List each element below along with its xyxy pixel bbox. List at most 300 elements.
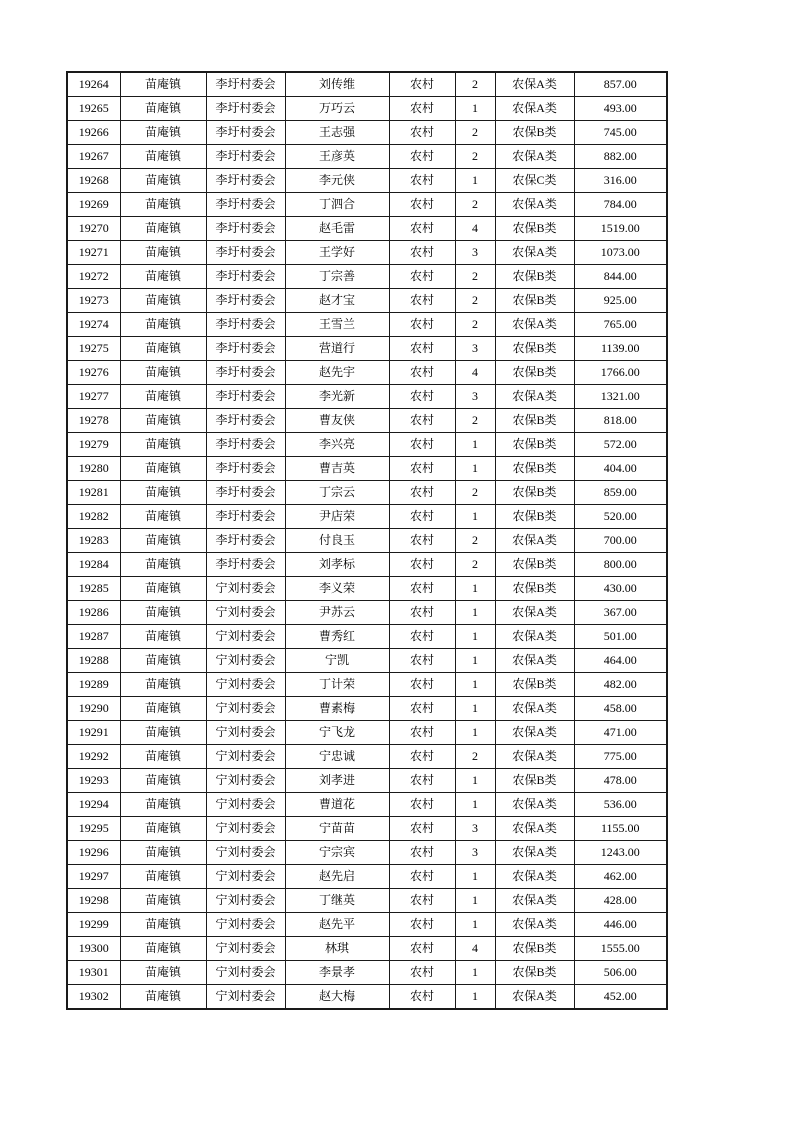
residence-type-cell: 农村 xyxy=(389,889,455,913)
amount-cell: 1073.00 xyxy=(574,241,667,265)
amount-cell: 430.00 xyxy=(574,577,667,601)
town-cell: 苗庵镇 xyxy=(120,937,206,961)
town-cell: 苗庵镇 xyxy=(120,745,206,769)
village-committee-cell: 李圩村委会 xyxy=(206,265,285,289)
table-row xyxy=(67,721,667,745)
person-count-cell: 4 xyxy=(455,937,495,961)
person-name-cell: 宁飞龙 xyxy=(285,721,389,745)
amount-cell: 1555.00 xyxy=(574,937,667,961)
person-name-cell: 曹吉英 xyxy=(285,457,389,481)
village-committee-cell: 李圩村委会 xyxy=(206,481,285,505)
person-count-cell: 3 xyxy=(455,841,495,865)
town-cell: 苗庵镇 xyxy=(120,385,206,409)
amount-cell: 536.00 xyxy=(574,793,667,817)
record-id-cell: 19272 xyxy=(67,265,120,289)
record-id-cell: 19297 xyxy=(67,865,120,889)
person-name-cell: 赵才宝 xyxy=(285,289,389,313)
table-row xyxy=(67,433,667,457)
village-committee-cell: 宁刘村委会 xyxy=(206,673,285,697)
insurance-category-cell: 农保B类 xyxy=(495,769,574,793)
insurance-category-cell: 农保A类 xyxy=(495,745,574,769)
village-committee-cell: 李圩村委会 xyxy=(206,337,285,361)
person-count-cell: 1 xyxy=(455,457,495,481)
person-count-cell: 2 xyxy=(455,313,495,337)
town-cell: 苗庵镇 xyxy=(120,865,206,889)
table-row xyxy=(67,937,667,961)
person-count-cell: 2 xyxy=(455,145,495,169)
record-id-cell: 19290 xyxy=(67,697,120,721)
person-count-cell: 2 xyxy=(455,481,495,505)
table-row xyxy=(67,361,667,385)
village-committee-cell: 李圩村委会 xyxy=(206,72,285,97)
person-name-cell: 尹店荣 xyxy=(285,505,389,529)
village-committee-cell: 宁刘村委会 xyxy=(206,961,285,985)
residence-type-cell: 农村 xyxy=(389,769,455,793)
amount-cell: 506.00 xyxy=(574,961,667,985)
residence-type-cell: 农村 xyxy=(389,937,455,961)
amount-cell: 478.00 xyxy=(574,769,667,793)
table-row xyxy=(67,313,667,337)
table-row xyxy=(67,625,667,649)
town-cell: 苗庵镇 xyxy=(120,553,206,577)
residence-type-cell: 农村 xyxy=(389,673,455,697)
table-row xyxy=(67,265,667,289)
village-committee-cell: 宁刘村委会 xyxy=(206,985,285,1010)
town-cell: 苗庵镇 xyxy=(120,673,206,697)
residence-type-cell: 农村 xyxy=(389,361,455,385)
amount-cell: 1321.00 xyxy=(574,385,667,409)
village-committee-cell: 宁刘村委会 xyxy=(206,649,285,673)
table-row xyxy=(67,913,667,937)
insurance-category-cell: 农保B类 xyxy=(495,577,574,601)
town-cell: 苗庵镇 xyxy=(120,241,206,265)
town-cell: 苗庵镇 xyxy=(120,313,206,337)
person-name-cell: 曹素梅 xyxy=(285,697,389,721)
record-id-cell: 19271 xyxy=(67,241,120,265)
village-committee-cell: 李圩村委会 xyxy=(206,385,285,409)
person-count-cell: 1 xyxy=(455,793,495,817)
amount-cell: 446.00 xyxy=(574,913,667,937)
town-cell: 苗庵镇 xyxy=(120,169,206,193)
person-count-cell: 1 xyxy=(455,505,495,529)
amount-cell: 882.00 xyxy=(574,145,667,169)
insurance-category-cell: 农保A类 xyxy=(495,985,574,1010)
village-committee-cell: 李圩村委会 xyxy=(206,505,285,529)
record-id-cell: 19302 xyxy=(67,985,120,1010)
town-cell: 苗庵镇 xyxy=(120,697,206,721)
town-cell: 苗庵镇 xyxy=(120,841,206,865)
town-cell: 苗庵镇 xyxy=(120,769,206,793)
amount-cell: 1766.00 xyxy=(574,361,667,385)
town-cell: 苗庵镇 xyxy=(120,481,206,505)
table-row xyxy=(67,673,667,697)
residence-type-cell: 农村 xyxy=(389,121,455,145)
record-id-cell: 19279 xyxy=(67,433,120,457)
amount-cell: 471.00 xyxy=(574,721,667,745)
town-cell: 苗庵镇 xyxy=(120,913,206,937)
residence-type-cell: 农村 xyxy=(389,961,455,985)
insurance-category-cell: 农保A类 xyxy=(495,913,574,937)
amount-cell: 464.00 xyxy=(574,649,667,673)
residence-type-cell: 农村 xyxy=(389,193,455,217)
record-id-cell: 19289 xyxy=(67,673,120,697)
person-count-cell: 2 xyxy=(455,193,495,217)
person-count-cell: 1 xyxy=(455,577,495,601)
insurance-category-cell: 农保A类 xyxy=(495,697,574,721)
amount-cell: 316.00 xyxy=(574,169,667,193)
person-name-cell: 曹道花 xyxy=(285,793,389,817)
town-cell: 苗庵镇 xyxy=(120,72,206,97)
person-name-cell: 宁宗宾 xyxy=(285,841,389,865)
village-committee-cell: 李圩村委会 xyxy=(206,361,285,385)
residence-type-cell: 农村 xyxy=(389,457,455,481)
person-name-cell: 丁宗善 xyxy=(285,265,389,289)
record-id-cell: 19299 xyxy=(67,913,120,937)
residence-type-cell: 农村 xyxy=(389,913,455,937)
person-count-cell: 2 xyxy=(455,121,495,145)
town-cell: 苗庵镇 xyxy=(120,121,206,145)
amount-cell: 493.00 xyxy=(574,97,667,121)
person-name-cell: 李兴亮 xyxy=(285,433,389,457)
insurance-category-cell: 农保B类 xyxy=(495,361,574,385)
person-name-cell: 赵先宇 xyxy=(285,361,389,385)
person-name-cell: 刘传维 xyxy=(285,72,389,97)
table-row xyxy=(67,169,667,193)
amount-cell: 857.00 xyxy=(574,72,667,97)
residence-type-cell: 农村 xyxy=(389,529,455,553)
town-cell: 苗庵镇 xyxy=(120,457,206,481)
record-id-cell: 19280 xyxy=(67,457,120,481)
town-cell: 苗庵镇 xyxy=(120,529,206,553)
person-count-cell: 2 xyxy=(455,72,495,97)
table-row xyxy=(67,337,667,361)
village-committee-cell: 李圩村委会 xyxy=(206,457,285,481)
amount-cell: 482.00 xyxy=(574,673,667,697)
residence-type-cell: 农村 xyxy=(389,553,455,577)
village-committee-cell: 李圩村委会 xyxy=(206,169,285,193)
person-name-cell: 王学好 xyxy=(285,241,389,265)
record-id-cell: 19294 xyxy=(67,793,120,817)
village-committee-cell: 李圩村委会 xyxy=(206,241,285,265)
amount-cell: 367.00 xyxy=(574,601,667,625)
person-count-cell: 2 xyxy=(455,409,495,433)
residence-type-cell: 农村 xyxy=(389,385,455,409)
village-committee-cell: 李圩村委会 xyxy=(206,217,285,241)
record-id-cell: 19270 xyxy=(67,217,120,241)
table-row xyxy=(67,505,667,529)
residence-type-cell: 农村 xyxy=(389,745,455,769)
table-row xyxy=(67,457,667,481)
person-name-cell: 赵大梅 xyxy=(285,985,389,1010)
insurance-category-cell: 农保A类 xyxy=(495,721,574,745)
record-id-cell: 19300 xyxy=(67,937,120,961)
amount-cell: 765.00 xyxy=(574,313,667,337)
village-committee-cell: 宁刘村委会 xyxy=(206,769,285,793)
amount-cell: 818.00 xyxy=(574,409,667,433)
person-name-cell: 付良玉 xyxy=(285,529,389,553)
insurance-category-cell: 农保B类 xyxy=(495,937,574,961)
residence-type-cell: 农村 xyxy=(389,217,455,241)
town-cell: 苗庵镇 xyxy=(120,217,206,241)
village-committee-cell: 宁刘村委会 xyxy=(206,577,285,601)
residence-type-cell: 农村 xyxy=(389,697,455,721)
insurance-category-cell: 农保A类 xyxy=(495,193,574,217)
person-name-cell: 李元侠 xyxy=(285,169,389,193)
person-name-cell: 李义荣 xyxy=(285,577,389,601)
insurance-category-cell: 农保A类 xyxy=(495,649,574,673)
residence-type-cell: 农村 xyxy=(389,793,455,817)
amount-cell: 1519.00 xyxy=(574,217,667,241)
insurance-category-cell: 农保A类 xyxy=(495,241,574,265)
record-id-cell: 19293 xyxy=(67,769,120,793)
person-name-cell: 曹秀红 xyxy=(285,625,389,649)
amount-cell: 572.00 xyxy=(574,433,667,457)
person-count-cell: 1 xyxy=(455,673,495,697)
record-id-cell: 19291 xyxy=(67,721,120,745)
table-row xyxy=(67,97,667,121)
village-committee-cell: 李圩村委会 xyxy=(206,313,285,337)
residence-type-cell: 农村 xyxy=(389,169,455,193)
amount-cell: 1243.00 xyxy=(574,841,667,865)
town-cell: 苗庵镇 xyxy=(120,289,206,313)
person-name-cell: 宁苗苗 xyxy=(285,817,389,841)
table-row xyxy=(67,961,667,985)
record-id-cell: 19273 xyxy=(67,289,120,313)
residence-type-cell: 农村 xyxy=(389,337,455,361)
amount-cell: 1139.00 xyxy=(574,337,667,361)
town-cell: 苗庵镇 xyxy=(120,889,206,913)
insurance-category-cell: 农保B类 xyxy=(495,961,574,985)
record-id-cell: 19274 xyxy=(67,313,120,337)
record-id-cell: 19276 xyxy=(67,361,120,385)
record-id-cell: 19298 xyxy=(67,889,120,913)
record-id-cell: 19287 xyxy=(67,625,120,649)
amount-cell: 462.00 xyxy=(574,865,667,889)
town-cell: 苗庵镇 xyxy=(120,793,206,817)
person-count-cell: 1 xyxy=(455,97,495,121)
person-count-cell: 2 xyxy=(455,553,495,577)
insurance-category-cell: 农保A类 xyxy=(495,865,574,889)
residence-type-cell: 农村 xyxy=(389,145,455,169)
town-cell: 苗庵镇 xyxy=(120,721,206,745)
insurance-category-cell: 农保A类 xyxy=(495,841,574,865)
amount-cell: 501.00 xyxy=(574,625,667,649)
person-name-cell: 赵先平 xyxy=(285,913,389,937)
town-cell: 苗庵镇 xyxy=(120,337,206,361)
town-cell: 苗庵镇 xyxy=(120,649,206,673)
insurance-category-cell: 农保A类 xyxy=(495,97,574,121)
insurance-category-cell: 农保A类 xyxy=(495,313,574,337)
insurance-category-cell: 农保A类 xyxy=(495,529,574,553)
town-cell: 苗庵镇 xyxy=(120,985,206,1010)
village-committee-cell: 宁刘村委会 xyxy=(206,889,285,913)
record-id-cell: 19292 xyxy=(67,745,120,769)
record-id-cell: 19296 xyxy=(67,841,120,865)
village-committee-cell: 宁刘村委会 xyxy=(206,865,285,889)
record-id-cell: 19268 xyxy=(67,169,120,193)
record-id-cell: 19284 xyxy=(67,553,120,577)
record-id-cell: 19277 xyxy=(67,385,120,409)
insurance-category-cell: 农保A类 xyxy=(495,145,574,169)
person-name-cell: 尹苏云 xyxy=(285,601,389,625)
table-row xyxy=(67,121,667,145)
record-id-cell: 19266 xyxy=(67,121,120,145)
residence-type-cell: 农村 xyxy=(389,985,455,1010)
person-name-cell: 李光新 xyxy=(285,385,389,409)
village-committee-cell: 宁刘村委会 xyxy=(206,841,285,865)
table-row xyxy=(67,529,667,553)
record-id-cell: 19286 xyxy=(67,601,120,625)
record-id-cell: 19288 xyxy=(67,649,120,673)
insurance-category-cell: 农保B类 xyxy=(495,433,574,457)
person-name-cell: 宁忠诚 xyxy=(285,745,389,769)
person-name-cell: 丁计荣 xyxy=(285,673,389,697)
person-name-cell: 刘孝进 xyxy=(285,769,389,793)
village-committee-cell: 李圩村委会 xyxy=(206,553,285,577)
person-count-cell: 1 xyxy=(455,961,495,985)
person-name-cell: 丁继英 xyxy=(285,889,389,913)
residence-type-cell: 农村 xyxy=(389,865,455,889)
person-count-cell: 1 xyxy=(455,889,495,913)
table-row xyxy=(67,217,667,241)
village-committee-cell: 宁刘村委会 xyxy=(206,913,285,937)
village-committee-cell: 李圩村委会 xyxy=(206,409,285,433)
person-name-cell: 曹友侠 xyxy=(285,409,389,433)
table-row xyxy=(67,409,667,433)
amount-cell: 428.00 xyxy=(574,889,667,913)
person-count-cell: 2 xyxy=(455,745,495,769)
town-cell: 苗庵镇 xyxy=(120,625,206,649)
insurance-category-cell: 农保B类 xyxy=(495,457,574,481)
table-row xyxy=(67,745,667,769)
record-id-cell: 19285 xyxy=(67,577,120,601)
town-cell: 苗庵镇 xyxy=(120,97,206,121)
person-name-cell: 赵先启 xyxy=(285,865,389,889)
village-committee-cell: 李圩村委会 xyxy=(206,145,285,169)
village-committee-cell: 宁刘村委会 xyxy=(206,697,285,721)
person-name-cell: 林琪 xyxy=(285,937,389,961)
person-count-cell: 3 xyxy=(455,817,495,841)
residence-type-cell: 农村 xyxy=(389,97,455,121)
person-count-cell: 4 xyxy=(455,217,495,241)
village-committee-cell: 李圩村委会 xyxy=(206,529,285,553)
residence-type-cell: 农村 xyxy=(389,433,455,457)
person-count-cell: 2 xyxy=(455,529,495,553)
person-count-cell: 3 xyxy=(455,385,495,409)
table-row xyxy=(67,145,667,169)
residence-type-cell: 农村 xyxy=(389,577,455,601)
residence-type-cell: 农村 xyxy=(389,817,455,841)
record-id-cell: 19264 xyxy=(67,72,120,97)
village-committee-cell: 宁刘村委会 xyxy=(206,937,285,961)
table-body xyxy=(67,72,667,1009)
table-row xyxy=(67,289,667,313)
amount-cell: 700.00 xyxy=(574,529,667,553)
residence-type-cell: 农村 xyxy=(389,265,455,289)
insurance-category-cell: 农保B类 xyxy=(495,289,574,313)
table-row xyxy=(67,985,667,1010)
amount-cell: 800.00 xyxy=(574,553,667,577)
amount-cell: 844.00 xyxy=(574,265,667,289)
person-count-cell: 1 xyxy=(455,985,495,1010)
person-count-cell: 1 xyxy=(455,649,495,673)
table-row xyxy=(67,577,667,601)
village-committee-cell: 李圩村委会 xyxy=(206,121,285,145)
village-committee-cell: 李圩村委会 xyxy=(206,97,285,121)
table-row xyxy=(67,841,667,865)
person-count-cell: 2 xyxy=(455,265,495,289)
record-id-cell: 19278 xyxy=(67,409,120,433)
person-name-cell: 丁宗云 xyxy=(285,481,389,505)
record-id-cell: 19265 xyxy=(67,97,120,121)
table-row xyxy=(67,72,667,97)
person-count-cell: 3 xyxy=(455,337,495,361)
person-count-cell: 1 xyxy=(455,721,495,745)
insurance-category-cell: 农保A类 xyxy=(495,817,574,841)
insurance-category-cell: 农保B类 xyxy=(495,265,574,289)
residence-type-cell: 农村 xyxy=(389,841,455,865)
insurance-category-cell: 农保B类 xyxy=(495,217,574,241)
person-name-cell: 营道行 xyxy=(285,337,389,361)
town-cell: 苗庵镇 xyxy=(120,409,206,433)
table-row xyxy=(67,601,667,625)
town-cell: 苗庵镇 xyxy=(120,817,206,841)
village-committee-cell: 宁刘村委会 xyxy=(206,625,285,649)
record-id-cell: 19283 xyxy=(67,529,120,553)
residence-type-cell: 农村 xyxy=(389,721,455,745)
residence-type-cell: 农村 xyxy=(389,409,455,433)
person-count-cell: 1 xyxy=(455,433,495,457)
village-committee-cell: 宁刘村委会 xyxy=(206,793,285,817)
insurance-category-cell: 农保B类 xyxy=(495,337,574,361)
person-name-cell: 赵毛雷 xyxy=(285,217,389,241)
town-cell: 苗庵镇 xyxy=(120,577,206,601)
residence-type-cell: 农村 xyxy=(389,241,455,265)
benefits-table xyxy=(66,71,668,1010)
table-row xyxy=(67,817,667,841)
table-row xyxy=(67,697,667,721)
insurance-category-cell: 农保A类 xyxy=(495,72,574,97)
person-count-cell: 1 xyxy=(455,601,495,625)
table-row xyxy=(67,553,667,577)
insurance-category-cell: 农保A类 xyxy=(495,385,574,409)
town-cell: 苗庵镇 xyxy=(120,361,206,385)
residence-type-cell: 农村 xyxy=(389,481,455,505)
person-count-cell: 1 xyxy=(455,697,495,721)
table-row xyxy=(67,193,667,217)
record-id-cell: 19267 xyxy=(67,145,120,169)
amount-cell: 404.00 xyxy=(574,457,667,481)
person-name-cell: 王雪兰 xyxy=(285,313,389,337)
insurance-category-cell: 农保B类 xyxy=(495,673,574,697)
record-id-cell: 19282 xyxy=(67,505,120,529)
insurance-category-cell: 农保B类 xyxy=(495,121,574,145)
table-row xyxy=(67,649,667,673)
amount-cell: 520.00 xyxy=(574,505,667,529)
person-name-cell: 王志强 xyxy=(285,121,389,145)
person-count-cell: 1 xyxy=(455,625,495,649)
insurance-category-cell: 农保B类 xyxy=(495,481,574,505)
table-row xyxy=(67,793,667,817)
record-id-cell: 19269 xyxy=(67,193,120,217)
residence-type-cell: 农村 xyxy=(389,625,455,649)
record-id-cell: 19281 xyxy=(67,481,120,505)
town-cell: 苗庵镇 xyxy=(120,145,206,169)
person-name-cell: 刘孝标 xyxy=(285,553,389,577)
town-cell: 苗庵镇 xyxy=(120,433,206,457)
village-committee-cell: 宁刘村委会 xyxy=(206,745,285,769)
person-count-cell: 1 xyxy=(455,865,495,889)
